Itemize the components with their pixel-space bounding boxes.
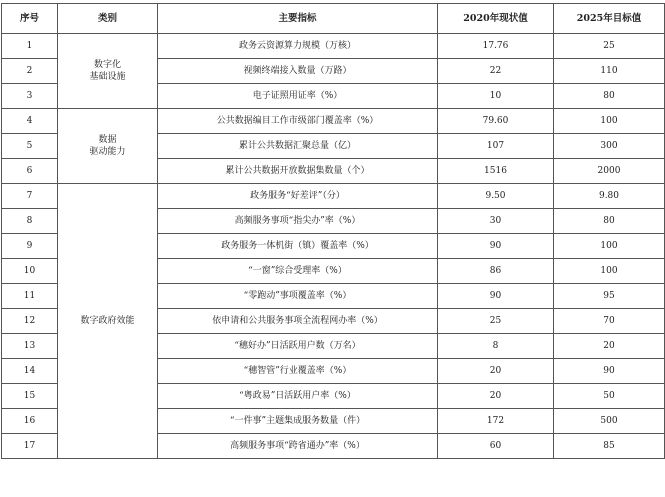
table-row <box>2 184 665 209</box>
row-index: 3 <box>2 84 58 109</box>
current-value: 20 <box>438 384 554 409</box>
indicator-name: 累计公共数据汇聚总量（亿） <box>158 134 438 159</box>
indicator-name: 政务服务“好差评”（分） <box>158 184 438 209</box>
category-line: 驱动能力 <box>89 147 126 157</box>
row-index: 6 <box>2 159 58 184</box>
indicator-name: “零跑动”事项覆盖率（%） <box>158 284 438 309</box>
target-value: 20 <box>554 334 665 359</box>
category-cell <box>58 184 158 459</box>
target-value: 100 <box>554 109 665 134</box>
indicator-name: 视频终端接入数量（万路） <box>158 59 438 84</box>
row-index: 17 <box>2 434 58 459</box>
target-value: 100 <box>554 234 665 259</box>
current-value: 30 <box>438 209 554 234</box>
target-value: 2000 <box>554 159 665 184</box>
row-index: 10 <box>2 259 58 284</box>
category-cell <box>58 109 158 184</box>
row-index: 1 <box>2 34 58 59</box>
row-index: 5 <box>2 134 58 159</box>
current-value: 20 <box>438 359 554 384</box>
header-current-value: 2020年现状值 <box>438 4 554 34</box>
target-value: 80 <box>554 84 665 109</box>
header-indicator: 主要指标 <box>158 4 438 34</box>
target-value: 100 <box>554 259 665 284</box>
row-index: 9 <box>2 234 58 259</box>
indicator-name: “穗智管”行业覆盖率（%） <box>158 359 438 384</box>
target-value: 90 <box>554 359 665 384</box>
current-value: 90 <box>438 284 554 309</box>
target-value: 80 <box>554 209 665 234</box>
header-target-value: 2025年目标值 <box>554 4 665 34</box>
row-index: 15 <box>2 384 58 409</box>
target-value: 25 <box>554 34 665 59</box>
category-cell <box>58 34 158 109</box>
indicator-name: 公共数据编目工作市级部门覆盖率（%） <box>158 109 438 134</box>
current-value: 86 <box>438 259 554 284</box>
header-index: 序号 <box>2 4 58 34</box>
indicator-name: “粤政易”日活跃用户率（%） <box>158 384 438 409</box>
indicator-name: 累计公共数据开放数据集数量（个） <box>158 159 438 184</box>
indicator-name: 政务服务一体机街（镇）覆盖率（%） <box>158 234 438 259</box>
target-value: 50 <box>554 384 665 409</box>
current-value: 25 <box>438 309 554 334</box>
current-value: 60 <box>438 434 554 459</box>
row-index: 12 <box>2 309 58 334</box>
current-value: 9.50 <box>438 184 554 209</box>
header-category: 类别 <box>58 4 158 34</box>
current-value: 22 <box>438 59 554 84</box>
target-value: 500 <box>554 409 665 434</box>
target-value: 110 <box>554 59 665 84</box>
current-value: 107 <box>438 134 554 159</box>
target-value: 85 <box>554 434 665 459</box>
category-line: 数字政府效能 <box>80 316 135 326</box>
current-value: 10 <box>438 84 554 109</box>
category-line: 数字化 <box>93 60 121 70</box>
indicator-table <box>1 3 665 459</box>
row-index: 4 <box>2 109 58 134</box>
current-value: 8 <box>438 334 554 359</box>
row-index: 16 <box>2 409 58 434</box>
indicator-name: “一窗”综合受理率（%） <box>158 259 438 284</box>
current-value: 1516 <box>438 159 554 184</box>
indicator-name: 高频服务事项“指尖办”率（%） <box>158 209 438 234</box>
current-value: 172 <box>438 409 554 434</box>
indicator-name: 高频服务事项“跨省通办”率（%） <box>158 434 438 459</box>
current-value: 79.60 <box>438 109 554 134</box>
indicator-name: 电子证照用证率（%） <box>158 84 438 109</box>
indicator-name: “一件事”主题集成服务数量（件） <box>158 409 438 434</box>
table-row <box>2 34 665 59</box>
target-value: 95 <box>554 284 665 309</box>
header-row <box>2 4 665 34</box>
row-index: 13 <box>2 334 58 359</box>
indicator-name: 政务云资源算力规模（万核） <box>158 34 438 59</box>
category-line: 基础设施 <box>89 72 126 82</box>
indicator-name: “穗好办”日活跃用户数（万名） <box>158 334 438 359</box>
target-value: 9.80 <box>554 184 665 209</box>
target-value: 300 <box>554 134 665 159</box>
row-index: 8 <box>2 209 58 234</box>
row-index: 2 <box>2 59 58 84</box>
row-index: 7 <box>2 184 58 209</box>
current-value: 90 <box>438 234 554 259</box>
row-index: 14 <box>2 359 58 384</box>
target-value: 70 <box>554 309 665 334</box>
indicator-name: 依申请和公共服务事项全流程网办率（%） <box>158 309 438 334</box>
category-line: 数据 <box>98 135 117 145</box>
table-row <box>2 109 665 134</box>
row-index: 11 <box>2 284 58 309</box>
current-value: 17.76 <box>438 34 554 59</box>
